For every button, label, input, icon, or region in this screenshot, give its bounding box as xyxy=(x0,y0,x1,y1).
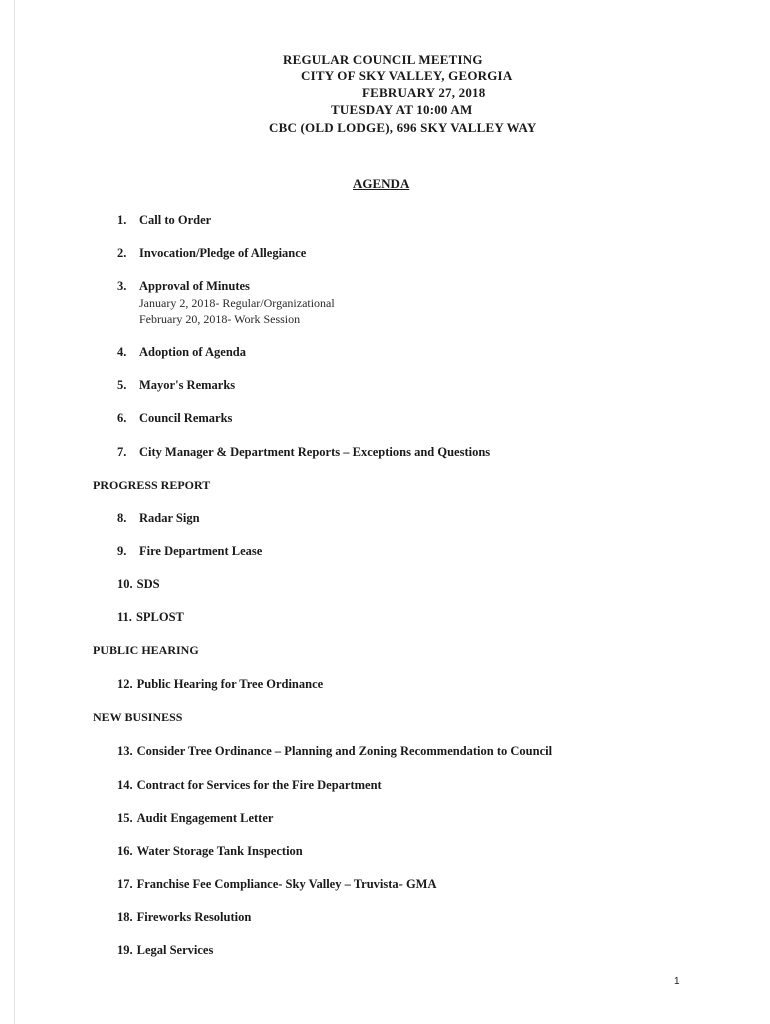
agenda-item xyxy=(117,811,273,826)
item-number: 11. xyxy=(117,610,132,624)
agenda-item xyxy=(117,844,303,859)
item-number: 16. xyxy=(117,844,133,858)
item-text: Adoption of Agenda xyxy=(139,345,246,359)
item-text: Fire Department Lease xyxy=(139,544,263,558)
item-number: 6. xyxy=(117,411,127,425)
agenda-item xyxy=(117,279,250,294)
agenda-item xyxy=(117,511,200,526)
page-number: 1 xyxy=(674,976,680,987)
header-meeting-type: REGULAR COUNCIL MEETING xyxy=(283,52,483,67)
agenda-item xyxy=(117,577,160,592)
agenda-item xyxy=(117,610,184,625)
item-text: Council Remarks xyxy=(139,411,233,425)
item-number: 12. xyxy=(117,677,133,691)
item-number: 13. xyxy=(117,744,133,758)
header-location: CBC (OLD LODGE), 696 SKY VALLEY WAY xyxy=(269,120,537,135)
item-text: Radar Sign xyxy=(139,511,200,525)
agenda-item xyxy=(117,213,211,228)
agenda-title: AGENDA xyxy=(353,176,410,191)
item-text: City Manager & Department Reports – Exceptions and Questions xyxy=(139,445,491,459)
item-text: Water Storage Tank Inspection xyxy=(136,844,303,858)
agenda-item xyxy=(117,677,323,692)
minutes-sub-item: January 2, 2018- Regular/Organizational xyxy=(139,296,335,310)
item-text: Call to Order xyxy=(139,213,212,227)
agenda-item xyxy=(117,943,213,958)
agenda-item xyxy=(117,345,246,360)
agenda-item xyxy=(117,877,437,892)
section-heading-progress-report: PROGRESS REPORT xyxy=(93,478,211,492)
item-number: 5. xyxy=(117,378,127,392)
agenda-item xyxy=(117,246,306,261)
item-text: Fireworks Resolution xyxy=(136,910,252,924)
item-number: 4. xyxy=(117,345,127,359)
agenda-item xyxy=(117,411,232,426)
item-text: Consider Tree Ordinance – Planning and Zoning Recommendation to Council xyxy=(136,744,553,758)
minutes-sub-item: February 20, 2018- Work Session xyxy=(139,312,301,326)
item-text: Mayor's Remarks xyxy=(139,378,236,392)
item-number: 15. xyxy=(117,811,133,825)
item-text: Franchise Fee Compliance- Sky Valley – Truvista- GMA xyxy=(136,877,437,891)
item-text: Approval of Minutes xyxy=(139,279,250,293)
item-number: 19. xyxy=(117,943,133,957)
item-text: Audit Engagement Letter xyxy=(136,811,274,825)
agenda-item xyxy=(117,445,490,460)
item-number: 7. xyxy=(117,445,127,459)
item-number: 2. xyxy=(117,246,127,260)
item-number: 3. xyxy=(117,279,127,293)
section-heading-public-hearing: PUBLIC HEARING xyxy=(93,643,199,657)
item-number: 9. xyxy=(117,544,127,558)
agenda-item xyxy=(117,744,552,759)
item-text: Invocation/Pledge of Allegiance xyxy=(139,246,307,260)
agenda-item xyxy=(117,378,235,393)
header-date: FEBRUARY 27, 2018 xyxy=(362,85,486,100)
item-text: Contract for Services for the Fire Department xyxy=(136,778,382,792)
item-text: Public Hearing for Tree Ordinance xyxy=(136,677,324,691)
item-text: Legal Services xyxy=(136,943,214,957)
item-number: 18. xyxy=(117,910,133,924)
item-number: 17. xyxy=(117,877,133,891)
agenda-item xyxy=(117,544,262,559)
item-number: 10. xyxy=(117,577,133,591)
agenda-item xyxy=(117,910,251,925)
header-city: CITY OF SKY VALLEY, GEORGIA xyxy=(301,68,513,83)
item-text: SPLOST xyxy=(135,610,184,624)
section-heading-new-business: NEW BUSINESS xyxy=(93,710,183,724)
item-number: 8. xyxy=(117,511,127,525)
page-edge-line xyxy=(14,0,15,1024)
header-time: TUESDAY AT 10:00 AM xyxy=(331,102,473,117)
item-number: 14. xyxy=(117,778,133,792)
item-number: 1. xyxy=(117,213,127,227)
agenda-item xyxy=(117,778,382,793)
item-text: SDS xyxy=(136,577,160,591)
